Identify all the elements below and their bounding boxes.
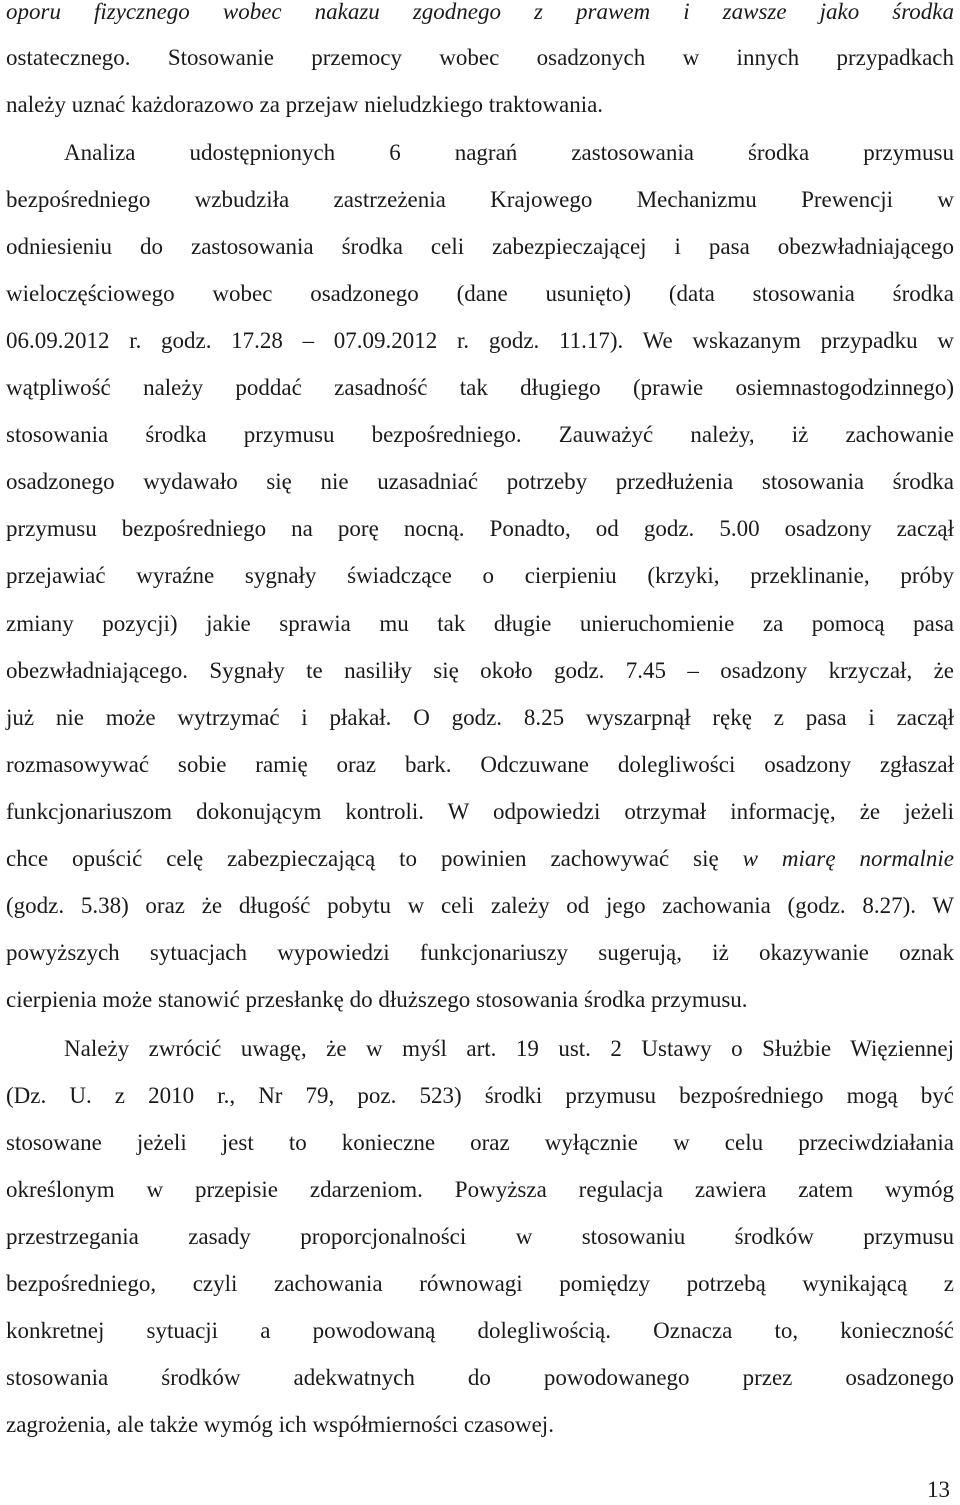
text-line: (godz. 5.38) oraz że długość pobytu w celi zależy od jego zachowania (godz. 8.27). W — [6, 893, 954, 918]
text-line: określonym w przepisie zdarzeniom. Powyższa regulacja zawiera zatem wymóg — [6, 1177, 954, 1202]
text-line: wątpliwość należy poddać zasadność tak długiego (prawie osiemnastogodzinnego) — [6, 375, 954, 400]
text-line: cierpienia może stanowić przesłankę do dłuższego stosowania środka przymusu. — [6, 987, 748, 1012]
text-line: 06.09.2012 r. godz. 17.28 – 07.09.2012 r. godz. 11.17). We wskazanym przypadku w — [6, 328, 954, 353]
text-line: wieloczęściowego wobec osadzonego (dane usunięto) (data stosowania środka — [6, 281, 954, 306]
text-line: przymusu bezpośredniego na porę nocną. Ponadto, od godz. 5.00 osadzony zaczął — [6, 516, 954, 541]
page-number: 13 — [927, 1477, 950, 1502]
text-line: przejawiać wyraźne sygnały świadczące o cierpieniu (krzyki, przeklinanie, próby — [6, 563, 954, 588]
text-line: przestrzegania zasady proporcjonalności w stosowaniu środków przymusu — [6, 1224, 954, 1249]
text-line: stosowane jeżeli jest to konieczne oraz wyłącznie w celu przeciwdziałania — [6, 1130, 954, 1155]
text-line: ostatecznego. Stosowanie przemocy wobec osadzonych w innych przypadkach — [6, 45, 954, 70]
text-line: już nie może wytrzymać i płakał. O godz. 8.25 wyszarpnął rękę z pasa i zaczął — [6, 705, 954, 730]
text-line: (Dz. U. z 2010 r., Nr 79, poz. 523) środki przymusu bezpośredniego mogą być — [6, 1083, 954, 1108]
text-line: rozmasowywać sobie ramię oraz bark. Odczuwane dolegliwości osadzony zgłaszał — [6, 752, 954, 777]
text-line: oporu fizycznego wobec nakazu zgodnego z prawem i zawsze jako środka — [6, 0, 954, 24]
text-line: powyższych sytuacjach wypowiedzi funkcjonariuszy sugerują, iż okazywanie oznak — [6, 940, 954, 965]
text-segment: chce opuścić celę zabezpieczającą to powinien zachowywać się — [6, 846, 719, 871]
text-line: bezpośredniego, czyli zachowania równowagi pomiędzy potrzebą wynikającą z — [6, 1271, 954, 1296]
text-line: konkretnej sytuacji a powodowaną dolegliwością. Oznacza to, konieczność — [6, 1318, 954, 1343]
italic-phrase: w miarę normalnie — [742, 846, 954, 871]
text-line: stosowania środków adekwatnych do powodowanego przez osadzonego — [6, 1365, 954, 1390]
text-line: funkcjonariuszom dokonującym kontroli. W odpowiedzi otrzymał informację, że jeżeli — [6, 799, 954, 824]
paragraph-first-line: Analiza udostępnionych 6 nagrań zastosowania środka przymusu — [64, 140, 954, 165]
text-line: osadzonego wydawało się nie uzasadniać potrzeby przedłużenia stosowania środka — [6, 469, 954, 494]
text-line: należy uznać każdorazowo za przejaw nieludzkiego traktowania. — [6, 92, 604, 117]
text-line-with-italic — [6, 839, 954, 879]
text-line: zmiany pozycji) jakie sprawia mu tak długie unieruchomienie za pomocą pasa — [6, 611, 954, 636]
text-line: odniesieniu do zastosowania środka celi zabezpieczającej i pasa obezwładniającego — [6, 234, 954, 259]
text-line: stosowania środka przymusu bezpośredniego. Zauważyć należy, iż zachowanie — [6, 422, 954, 447]
paragraph-first-line: Należy zwrócić uwagę, że w myśl art. 19 ust. 2 Ustawy o Służbie Więziennej — [64, 1036, 954, 1061]
text-line: zagrożenia, ale także wymóg ich współmierności czasowej. — [6, 1412, 554, 1437]
text-line: bezpośredniego wzbudziła zastrzeżenia Krajowego Mechanizmu Prewencji w — [6, 187, 954, 212]
text-line: obezwładniającego. Sygnały te nasiliły się około godz. 7.45 – osadzony krzyczał, że — [6, 658, 954, 683]
